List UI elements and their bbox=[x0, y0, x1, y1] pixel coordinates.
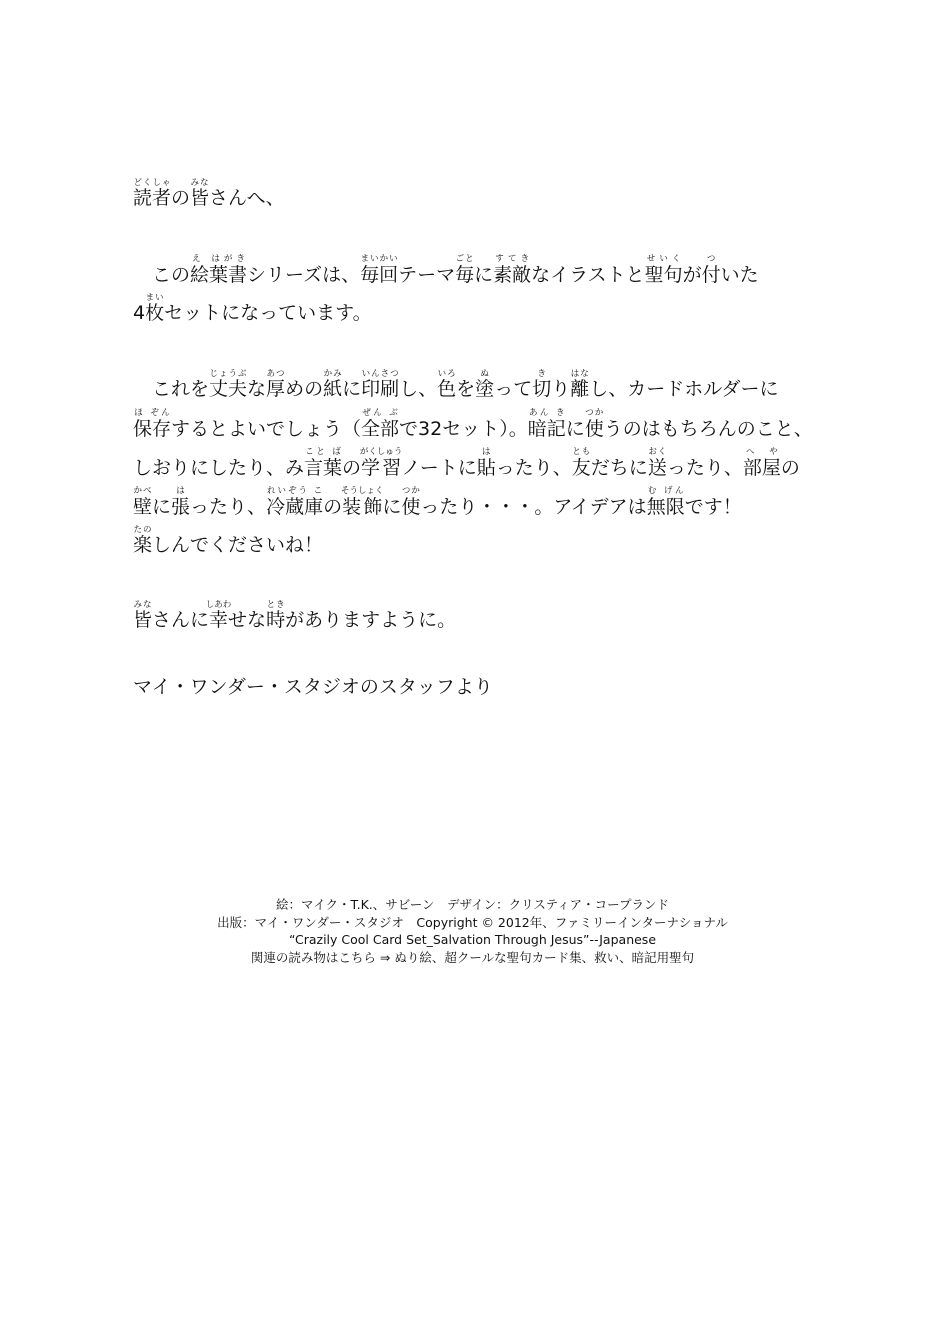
text-segment: 付 bbox=[701, 264, 721, 286]
text-segment: って bbox=[494, 378, 533, 400]
text-segment: 送 bbox=[647, 457, 667, 479]
ruby-word bbox=[209, 369, 248, 400]
text-segment: 部屋 bbox=[742, 457, 781, 479]
text-segment: しんでくださいね！ bbox=[152, 534, 324, 556]
text-segment: この bbox=[152, 264, 191, 286]
furigana: みな bbox=[190, 178, 210, 188]
text-segment: 楽 bbox=[133, 534, 153, 556]
text-segment: に bbox=[565, 418, 585, 440]
text-segment: 全部 bbox=[361, 418, 400, 440]
text-segment: 枚 bbox=[145, 302, 165, 324]
furigana: む げん bbox=[646, 486, 685, 496]
text-segment: 毎回 bbox=[360, 264, 399, 286]
text-segment: 暗記 bbox=[527, 418, 566, 440]
furigana: おく bbox=[647, 447, 667, 457]
ruby-word bbox=[437, 369, 457, 400]
text-segment: なイラストと bbox=[531, 264, 645, 286]
ruby-word bbox=[266, 486, 324, 518]
ruby-word bbox=[133, 600, 153, 631]
furigana: そうしょく bbox=[340, 486, 384, 496]
text-segment: さんへ、 bbox=[209, 187, 285, 209]
text-segment: 色 bbox=[437, 378, 457, 400]
text-segment: し、 bbox=[399, 378, 438, 400]
text-segment: に bbox=[152, 496, 172, 518]
text-segment: これを bbox=[152, 378, 210, 400]
text-segment: の bbox=[780, 457, 800, 479]
ruby-word bbox=[646, 486, 685, 518]
credits-line-title: “Crazily Cool Card Set_Salvation Through Jesus”--Japanese bbox=[288, 932, 657, 947]
text-segment: 皆 bbox=[133, 609, 153, 631]
text-segment: シリーズは、 bbox=[247, 264, 361, 286]
text-segment: 無限 bbox=[646, 496, 685, 518]
text-segment: 切 bbox=[532, 378, 552, 400]
ruby-word bbox=[340, 486, 384, 518]
text-segment: 丈夫 bbox=[209, 378, 248, 400]
furigana: ごと bbox=[455, 254, 475, 264]
text-segment: に bbox=[382, 496, 402, 518]
credits-line-illustration: 絵：マイク・T.K.、サビーン デザイン：クリスティア・コープランド bbox=[275, 897, 670, 912]
text-segment: 使 bbox=[584, 418, 604, 440]
text-segment: ったり・・・。アイデアは bbox=[420, 496, 647, 518]
furigana: すてき bbox=[493, 254, 532, 264]
text-segment: 壁 bbox=[133, 496, 153, 518]
text-segment: 時 bbox=[266, 609, 286, 631]
furigana: みな bbox=[133, 600, 153, 610]
text-segment: 絵葉書 bbox=[190, 264, 248, 286]
furigana: がくしゅう bbox=[359, 447, 403, 457]
paragraph-2-line-3 bbox=[133, 447, 800, 479]
text-segment: し、カードホルダーに bbox=[589, 378, 779, 400]
text-segment: ったり、 bbox=[190, 496, 267, 518]
text-segment: 友 bbox=[571, 457, 591, 479]
text-segment: がありますように。 bbox=[285, 609, 457, 631]
ruby-word bbox=[190, 178, 210, 209]
text-segment: 読者 bbox=[133, 187, 172, 209]
furigana: え はがき bbox=[190, 254, 248, 264]
signature: マイ・ワンダー・スタジオのスタッフより bbox=[133, 676, 493, 698]
paragraph-2-line-5 bbox=[133, 525, 324, 556]
ruby-word bbox=[266, 369, 286, 400]
furigana: あつ bbox=[266, 369, 286, 379]
greeting-line bbox=[133, 178, 285, 209]
text-segment: 聖句 bbox=[644, 264, 683, 286]
text-segment: さんに bbox=[152, 609, 210, 631]
ruby-word bbox=[133, 486, 153, 518]
ruby-word bbox=[145, 293, 165, 324]
paragraph-1-line-1 bbox=[152, 254, 759, 286]
furigana: つ bbox=[701, 254, 721, 264]
text-segment: 装飾 bbox=[340, 496, 384, 518]
text-segment: 張 bbox=[171, 496, 191, 518]
furigana: たの bbox=[133, 525, 153, 535]
paragraph-3-line bbox=[133, 600, 457, 631]
text-segment: 貼 bbox=[476, 457, 496, 479]
ruby-word bbox=[361, 369, 400, 400]
ruby-word bbox=[133, 178, 172, 209]
text-segment: に bbox=[474, 264, 494, 286]
text-segment: しおりにしたり、み bbox=[133, 457, 305, 479]
credits-block bbox=[0, 896, 945, 966]
furigana: まいかい bbox=[360, 254, 399, 264]
ruby-word bbox=[701, 254, 721, 286]
ruby-word bbox=[360, 254, 399, 286]
ruby-word bbox=[742, 447, 781, 479]
text-segment: だちに bbox=[590, 457, 648, 479]
text-segment: テーマ bbox=[398, 264, 456, 286]
text-segment: の bbox=[323, 496, 343, 518]
text-segment: するとよいでしょう（ bbox=[171, 418, 362, 440]
ruby-word bbox=[190, 254, 248, 286]
text-segment: ったり、 bbox=[666, 457, 743, 479]
furigana: かみ bbox=[323, 369, 343, 379]
furigana: とき bbox=[266, 600, 286, 610]
text-segment: 学習 bbox=[359, 457, 403, 479]
text-segment: うのはもちろんのこと、 bbox=[603, 418, 813, 440]
text-segment: いた bbox=[720, 264, 759, 286]
text-segment: の bbox=[171, 187, 191, 209]
ruby-word bbox=[527, 408, 566, 440]
ruby-word bbox=[647, 447, 667, 479]
text-segment: セットになっています。 bbox=[164, 302, 372, 324]
text-segment: せな bbox=[228, 609, 267, 631]
text-segment: 毎 bbox=[455, 264, 475, 286]
furigana: ぬ bbox=[475, 369, 495, 379]
furigana: かべ bbox=[133, 486, 153, 496]
paragraph-2-line-4 bbox=[133, 486, 742, 518]
text-segment: 厚 bbox=[266, 378, 286, 400]
furigana: じょうぶ bbox=[209, 369, 248, 379]
furigana: こと ば bbox=[304, 447, 343, 457]
text-segment: の bbox=[342, 457, 362, 479]
ruby-word bbox=[361, 408, 400, 440]
furigana: き bbox=[532, 369, 552, 379]
ruby-word bbox=[493, 254, 532, 286]
ruby-word bbox=[475, 369, 495, 400]
furigana: しあわ bbox=[205, 600, 232, 610]
ruby-word bbox=[205, 600, 232, 631]
text-segment: 印刷 bbox=[361, 378, 400, 400]
ruby-word bbox=[304, 447, 343, 479]
furigana: どくしゃ bbox=[133, 178, 172, 188]
furigana: はな bbox=[570, 369, 590, 379]
text-segment: を bbox=[456, 378, 476, 400]
furigana: いろ bbox=[437, 369, 457, 379]
text-segment: めの bbox=[285, 378, 324, 400]
furigana: まい bbox=[145, 293, 165, 303]
ruby-word bbox=[323, 369, 343, 400]
text-segment: に bbox=[342, 378, 362, 400]
credits-line-publisher: 出版：マイ・ワンダー・スタジオ Copyright © 2012年、ファミリーインターナショナル bbox=[217, 914, 728, 930]
ruby-word bbox=[532, 369, 552, 400]
furigana: は bbox=[171, 486, 191, 496]
furigana: つか bbox=[401, 486, 421, 496]
ruby-word bbox=[455, 254, 475, 286]
text-segment: ったり、 bbox=[495, 457, 572, 479]
text-segment: 素敵 bbox=[493, 264, 532, 286]
ruby-word bbox=[476, 447, 496, 479]
furigana: せいく bbox=[644, 254, 683, 264]
ruby-word bbox=[133, 525, 153, 556]
ruby-word bbox=[571, 447, 591, 479]
furigana: あん き bbox=[527, 408, 566, 418]
paragraph-2-line-2 bbox=[133, 408, 813, 440]
ruby-word bbox=[266, 600, 286, 631]
text-segment: です！ bbox=[684, 496, 742, 518]
credits-line-related: 関連の読み物はこちら ⇒ ぬり絵、超クールな聖句カード集、救い、暗記用聖句 bbox=[250, 949, 695, 965]
furigana: つか bbox=[584, 408, 604, 418]
text-segment: 言葉 bbox=[304, 457, 343, 479]
text-segment: 離 bbox=[570, 378, 590, 400]
furigana: ぜん ぶ bbox=[361, 408, 400, 418]
ruby-word bbox=[570, 369, 590, 400]
paragraph-1-line-2 bbox=[133, 293, 372, 324]
paragraph-2-line-1 bbox=[152, 369, 779, 400]
ruby-word bbox=[584, 408, 604, 440]
text-segment: 皆 bbox=[190, 187, 210, 209]
text-segment: 4 bbox=[133, 302, 146, 324]
text-segment: で32セット）。 bbox=[399, 418, 528, 440]
furigana: ほ ぞん bbox=[133, 408, 171, 418]
text-segment: 幸 bbox=[205, 609, 232, 631]
ruby-word bbox=[359, 447, 403, 479]
furigana: へ や bbox=[742, 447, 781, 457]
ruby-word bbox=[644, 254, 683, 286]
text-segment: り bbox=[551, 378, 571, 400]
ruby-word bbox=[133, 408, 172, 440]
text-segment: 紙 bbox=[323, 378, 343, 400]
furigana: とも bbox=[571, 447, 591, 457]
text-segment: 塗 bbox=[475, 378, 495, 400]
text-segment: 保存 bbox=[133, 418, 172, 440]
text-segment: な bbox=[247, 378, 267, 400]
furigana: は bbox=[476, 447, 496, 457]
furigana: いんさつ bbox=[361, 369, 400, 379]
furigana: れいぞう こ bbox=[266, 486, 324, 496]
text-segment: ノートに bbox=[401, 457, 477, 479]
text-segment: 冷蔵庫 bbox=[266, 496, 324, 518]
ruby-word bbox=[401, 486, 421, 518]
ruby-word bbox=[171, 486, 191, 518]
text-segment: 使 bbox=[401, 496, 421, 518]
text-segment: が bbox=[682, 264, 702, 286]
